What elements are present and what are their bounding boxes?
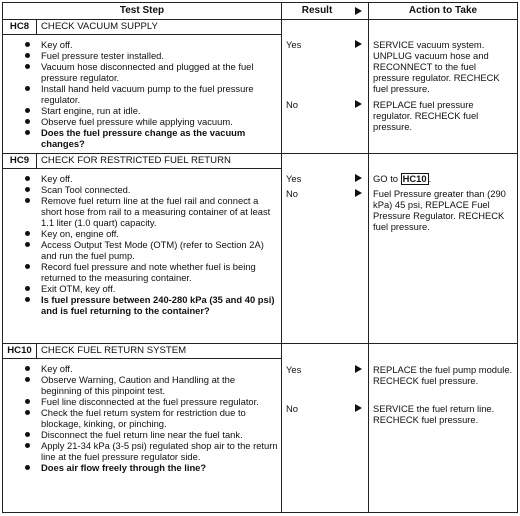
- step-item: Start engine, run at idle.: [23, 105, 278, 116]
- column-divider: [368, 3, 369, 512]
- section-id: HC9: [3, 154, 37, 168]
- step-item: Remove fuel return line at the fuel rail and connect a short hose from rail to a measuring container of at least 1.1 liter (1.0 quart) capacity.: [23, 195, 278, 228]
- arrow-icon: [355, 174, 362, 182]
- action-text: REPLACE the fuel pump module. RECHECK fuel pressure.: [373, 364, 513, 386]
- step-item: Key off.: [23, 39, 278, 50]
- step-item: Fuel pressure tester installed.: [23, 50, 278, 61]
- step-item: Access Output Test Mode (OTM) (refer to Section 2A) and run the fuel pump.: [23, 239, 278, 261]
- action-text: SERVICE vacuum system. UNPLUG vacuum hose and RECONNECT to the fuel pressure regulator. RECHECK fuel pressure.: [373, 39, 500, 94]
- action-text: SERVICE the fuel return line. RECHECK fuel pressure.: [373, 403, 495, 425]
- pinpoint-test-table: [2, 2, 518, 513]
- section-name: CHECK VACUUM SUPPLY: [41, 21, 158, 32]
- column-divider: [281, 3, 282, 512]
- action-text: REPLACE fuel pressure regulator. RECHECK fuel pressure.: [373, 99, 479, 132]
- header-action: Action to Take: [408, 5, 478, 16]
- step-item: Fuel line disconnected at the fuel pressure regulator.: [23, 396, 278, 407]
- header-test-step: Test Step: [119, 5, 165, 16]
- step-list-hc9: [23, 173, 278, 316]
- arrow-icon: [355, 404, 362, 412]
- result-yes: Yes: [286, 173, 302, 184]
- step-item: Exit OTM, key off.: [23, 283, 278, 294]
- step-item: Vacuum hose disconnected and plugged at the fuel pressure regulator.: [23, 61, 278, 83]
- header-result: Result: [301, 5, 333, 16]
- step-item: Scan Tool connected.: [23, 184, 278, 195]
- result-yes: Yes: [286, 364, 302, 375]
- section-title-hc8: [3, 20, 281, 35]
- step-item: Disconnect the fuel return line near the fuel tank.: [23, 429, 278, 440]
- step-item: Observe Warning, Caution and Handling at the beginning of this pinpoint test.: [23, 374, 278, 396]
- result-yes: Yes: [286, 39, 302, 50]
- step-question: Does the fuel pressure change as the vacuum changes?: [23, 127, 278, 149]
- step-item: Key off.: [23, 173, 278, 184]
- action-text: GO to HC10 .: [373, 173, 432, 184]
- step-question: Does air flow freely through the line?: [23, 462, 278, 473]
- section-title-hc10: [3, 344, 281, 359]
- step-question: Is fuel pressure between 240-280 kPa (35 and 40 psi) and is fuel returning to the container?: [23, 294, 278, 316]
- result-no: No: [286, 188, 298, 199]
- section-title-hc9: [3, 154, 281, 169]
- section-name: CHECK FUEL RETURN SYSTEM: [41, 345, 187, 356]
- step-item: Observe fuel pressure while applying vacuum.: [23, 116, 278, 127]
- section-id: HC8: [3, 20, 37, 34]
- arrow-icon: [355, 100, 362, 108]
- arrow-icon: [355, 189, 362, 197]
- arrow-icon: [355, 365, 362, 373]
- step-item: Check the fuel return system for restriction due to blockage, kinking, or pinching.: [23, 407, 278, 429]
- step-item: Install hand held vacuum pump to the fuel pressure regulator.: [23, 83, 278, 105]
- section-name: CHECK FOR RESTRICTED FUEL RETURN: [41, 155, 231, 166]
- hc10-reference-link[interactable]: HC10: [402, 173, 427, 184]
- arrow-icon: [355, 40, 362, 48]
- arrow-icon: [355, 7, 362, 15]
- step-item: Key on, engine off.: [23, 228, 278, 239]
- action-text: Fuel Pressure greater than (290 kPa) 45 psi, REPLACE Fuel Pressure Regulator. RECHECK fuel pressure.: [373, 188, 506, 232]
- step-item: Key off.: [23, 363, 278, 374]
- step-item: Record fuel pressure and note whether fuel is being returned to the measuring container.: [23, 261, 278, 283]
- step-list-hc8: [23, 39, 278, 149]
- section-id: HC10: [3, 344, 37, 358]
- result-no: No: [286, 99, 298, 110]
- step-item: Apply 21-34 kPa (3-5 psi) regulated shop air to the return line at the fuel pressure regulator side.: [23, 440, 278, 462]
- step-list-hc10: [23, 363, 278, 473]
- result-no: No: [286, 403, 298, 414]
